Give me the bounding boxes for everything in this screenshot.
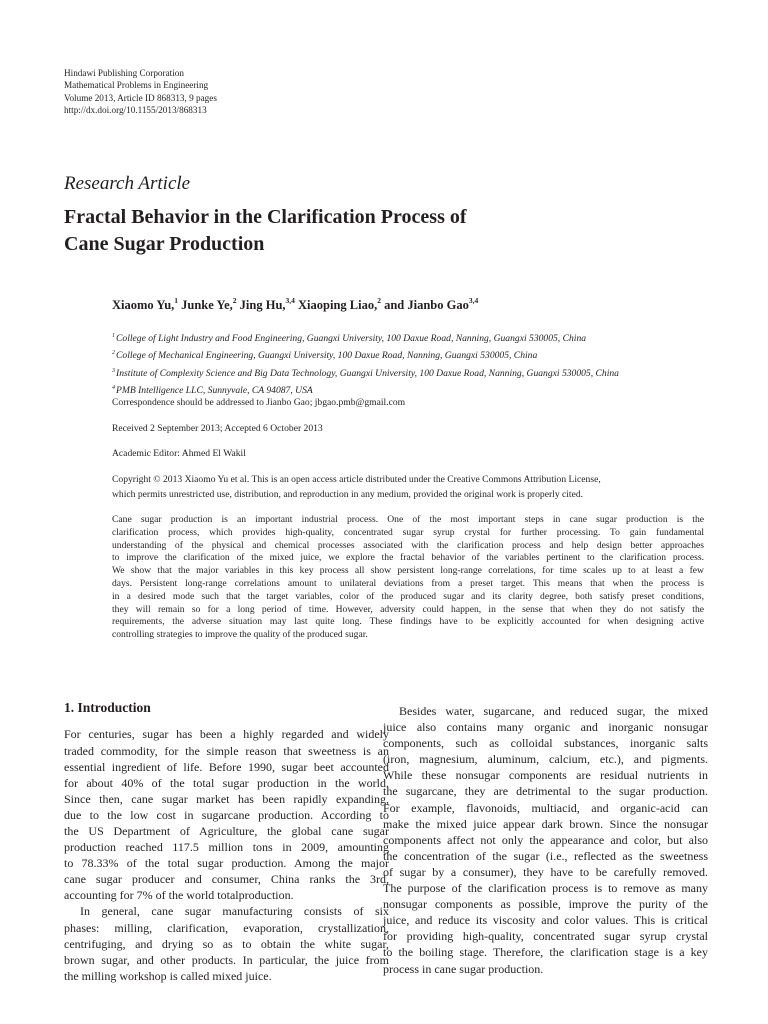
affiliation-list xyxy=(112,329,619,398)
body-line: to the boiling stage. Therefore, the clarification stage is a key xyxy=(383,945,708,960)
received-line: Received 2 September 2013; Accepted 6 October 2013 xyxy=(112,423,323,434)
author-name: and Jianbo Gao xyxy=(384,298,469,312)
body-line: the sugarcane, they are detrimental to the sugar production. xyxy=(383,784,708,799)
affiliation-number: 1 xyxy=(112,333,115,339)
body-line: In general, cane sugar manufacturing consists of six xyxy=(80,904,389,919)
body-line: Besides water, sugarcane, and reduced sugar, the mixed xyxy=(399,704,708,718)
author-name: Jing Hu, xyxy=(239,298,286,312)
body-line: cane sugar producer and consumer, China ranks the 3rd, xyxy=(64,872,389,887)
affiliation-number: 3 xyxy=(112,367,115,374)
body-line: components, such as colloidal substances, inorganic salts xyxy=(383,736,708,751)
article-type: Research Article xyxy=(64,173,191,194)
body-line: traded commodity, for the simple reason that sweetness is an xyxy=(64,743,389,758)
abstract-line: understanding of the physical and chemical processes associated with the clarification process and help design better approaches xyxy=(112,539,704,551)
body-line: The purpose of the clarification process is to remove as many xyxy=(383,881,708,896)
body-line: phases: milling, clarification, evaporation, crystallization, xyxy=(64,920,389,935)
body-line: juice, and reduce its viscosity and color values. This is critical xyxy=(383,913,708,928)
body-line: For example, flavonoids, multiacid, and organic-acid can xyxy=(383,800,708,815)
correspondence-line: Correspondence should be addressed to Jianbo Gao; jbgao.pmb@gmail.com xyxy=(112,397,406,408)
abstract-line: requirements, the adverse situation may last quite long. These findings have to be explicitly accounted for when designing active xyxy=(112,616,704,628)
affiliation-item xyxy=(112,329,619,346)
author-affiliation-mark: 1 xyxy=(174,296,179,305)
body-line: (iron, magnesium, aluminum, calcium, etc.), and pigments. xyxy=(383,752,708,767)
affiliation-text: Institute of Complexity Science and Big Data Technology, Guangxi University, 100 Daxue Road, Nanning, Guangxi 530005, China xyxy=(116,367,619,379)
author-affiliation-mark: 2 xyxy=(377,296,381,305)
body-line: components affect not only the appearance and color, but also xyxy=(383,832,708,847)
body-line: nonsugar components as possible, improve the purity of the xyxy=(383,897,708,912)
body-line: juice also contains many organic and inorganic nonsugar xyxy=(383,720,708,735)
affiliation-number: 2 xyxy=(112,350,115,357)
abstract-line: in a desired mode such that the target variables, color of the produced sugar and its clarity degree, both satisfy preset conditions, xyxy=(112,590,704,602)
author-list xyxy=(112,296,478,313)
body-line: for about 40% of the total sugar production in the world. xyxy=(64,775,389,790)
body-line: brown sugar, and other products. In particular, the juice from xyxy=(64,952,389,967)
body-line: the concentration of the sugar (i.e., reflected as the sweetness xyxy=(383,848,708,863)
affiliation-text: College of Mechanical Engineering, Guangxi University, 100 Daxue Road, Nanning, Guangxi 530005, China xyxy=(116,350,538,362)
body-line: to 78.33% of the total sugar production. Among the major xyxy=(64,856,389,871)
abstract-line: Cane sugar production is an important industrial process. One of the most important steps in cane sugar production is the xyxy=(112,514,704,525)
body-line: of sugar by a consumer), they have to be carefully removed. xyxy=(383,864,708,879)
title-line: Cane Sugar Production xyxy=(64,232,265,255)
journal-name-line: Mathematical Problems in Engineering xyxy=(64,80,209,91)
affiliation-item xyxy=(112,364,619,381)
affiliation-text: College of Light Industry and Food Engineering, Guangxi University, 100 Daxue Road, Nanning, Guangxi 530005, China xyxy=(116,333,587,344)
right-column xyxy=(383,703,708,977)
body-line: process in cane sugar production. xyxy=(383,961,544,976)
body-line: production reached 117.5 million tons in 2009, amounting xyxy=(64,840,389,855)
affiliation-text: PMB Intelligence LLC, Sunnyvale, CA 94087, USA xyxy=(116,384,313,396)
author-name: Xiaoping Liao, xyxy=(298,298,378,312)
body-line: accounting for 7% of the world totalproduction. xyxy=(64,888,294,903)
author-name: Xiaomo Yu, xyxy=(112,298,175,312)
body-line: for providing high-quality, concentrated sugar syrup crystal xyxy=(383,929,708,944)
author-affiliation-mark: 2 xyxy=(232,296,237,305)
volume-line: Volume 2013, Article ID 868313, 9 pages xyxy=(64,92,217,103)
copyright-line: which permits unrestricted use, distribution, and reproduction in any medium, provided the original work is properly cited. xyxy=(112,488,584,500)
copyright-notice xyxy=(112,473,707,502)
body-line: the milling workshop is called mixed juice. xyxy=(64,968,272,983)
editor-line: Academic Editor: Ahmed El Wakil xyxy=(112,448,246,459)
journal-info xyxy=(64,67,217,116)
abstract xyxy=(112,514,704,642)
section-heading: 1. Introduction xyxy=(64,700,151,715)
paper-title xyxy=(64,204,624,257)
body-line: Since then, cane sugar market has been rapidly expanding, xyxy=(64,791,389,806)
body-line: make the mixed juice appear dark brown. Since the nonsugar xyxy=(383,816,708,831)
abstract-line: to improve the clarification of the mixed juice, we explore the fractal behavior of the variables pertinent to the clarification process. xyxy=(112,552,704,564)
body-line: the US Department of Agriculture, the global cane sugar xyxy=(64,823,389,838)
author-affiliation-mark: 3,4 xyxy=(468,296,479,305)
affiliation-number: 4 xyxy=(112,384,115,391)
doi-link[interactable]: http://dx.doi.org/10.1155/2013/868313 xyxy=(64,104,207,115)
abstract-line: controlling strategies to improve the quality of the produced sugar. xyxy=(112,629,368,641)
title-line: Fractal Behavior in the Clarification Process of xyxy=(64,206,467,228)
abstract-line: days. Persistent long-range correlations amount to unilateral deviations from a preset target. This means that when the process is xyxy=(112,577,704,589)
body-line: centrifuging, and drying so as to obtain the white sugar, xyxy=(64,936,389,951)
author-name: Junke Ye, xyxy=(181,298,233,312)
left-column xyxy=(64,700,389,984)
body-line: due to the low cost in sugarcane production. According to xyxy=(64,807,389,822)
author-affiliation-mark: 3,4 xyxy=(285,296,295,305)
body-line: While these nonsugar components are residual nutrients in xyxy=(383,768,708,783)
affiliation-item xyxy=(112,346,619,363)
abstract-line: clarification process, which provides high-quality, concentrated sugar syrup crystal for further processing. To gain fundamental xyxy=(112,526,704,538)
body-line: essential ingredient of life. Before 1990, sugar beet accounted xyxy=(64,759,389,774)
copyright-line: Copyright © 2013 Xiaomo Yu et al. This is an open access article distributed under the Creative Commons Attribution License, xyxy=(112,474,601,485)
body-line: For centuries, sugar has been a highly regarded and widely xyxy=(64,727,389,742)
affiliation-item xyxy=(112,381,619,398)
publisher-line: Hindawi Publishing Corporation xyxy=(64,68,184,78)
abstract-line: We show that the major variables in this key process all show persistent long-range correlations, for time scales up to at least a few xyxy=(112,565,704,577)
abstract-line: they will remain so for a long period of time. However, adversity could happen, in the sense that when they do not satisfy the xyxy=(112,603,704,615)
